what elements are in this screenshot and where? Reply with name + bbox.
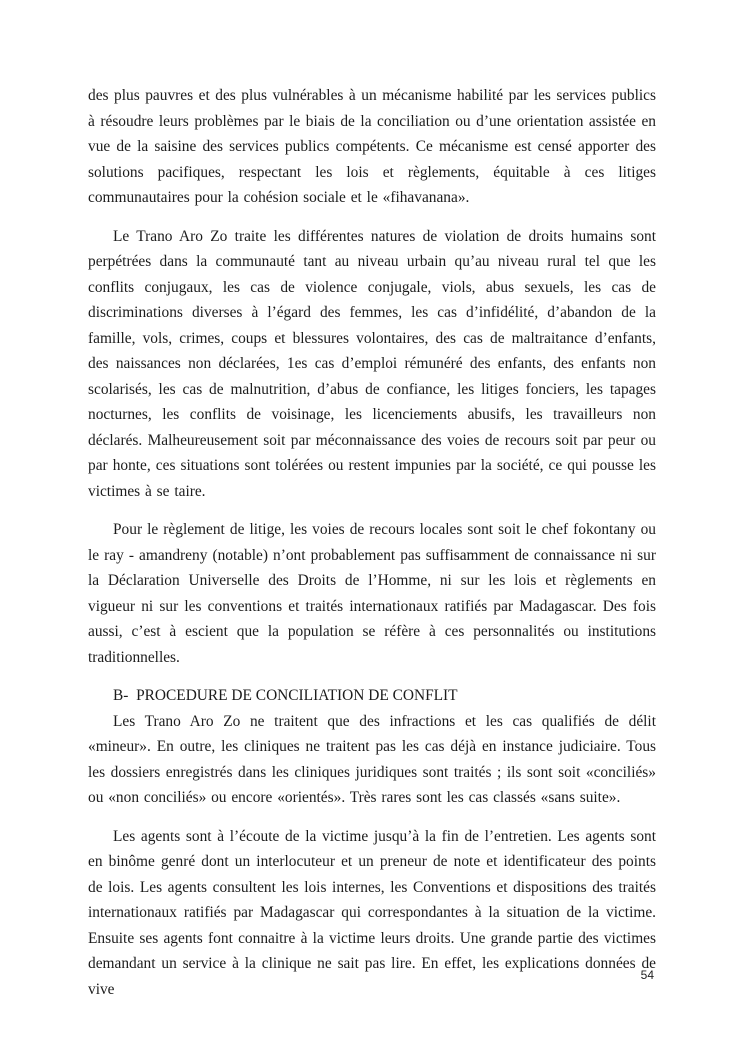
section-heading: B- PROCEDURE DE CONCILIATION DE CONFLIT (113, 687, 458, 704)
paragraph: Les agents sont à l’écoute de la victime jusqu’à la fin de l’entretien. Les agents sont en binôme genré dont un interlocuteur et un preneur de note et identificateur des points de lois. Les agents consultent les lois internes, les Conventions et dispositions des traités internationaux ratifiés par Madagascar qui correspondantes à la situation de la victime. Ensuite ses agents font connaitre à la victime leurs droits. Une grande partie des victimes demandant un service à la clinique ne sait pas lire. En effet, les explications données de vive (88, 827, 656, 998)
page-number: 54 (640, 968, 654, 982)
paragraph: Le Trano Aro Zo traite les différentes natures de violation de droits humains sont perpétrées dans la communauté tant au niveau urbain qu’au niveau rural tel que les conflits conjugaux, les cas de violence conjugale, viols, abus sexuels, les cas de discriminations diverses à l’égard des femmes, les cas d’infidélité, d’abandon de la famille, vols, crimes, coups et blessures volontaires, des cas de maltraitance d’enfants, des naissances non déclarées, 1es cas d’emploi rémunéré des enfants, des enfants non scolarisés, les cas de malnutrition, d’abus de confiance, les litiges fonciers, les tapages nocturnes, les conflits de voisinage, les licenciements abusifs, les travailleurs non déclarés. Malheureusement soit par méconnaissance des voies de recours soit par peur ou par honte, ces situations sont tolérées ou restent impunies par la société, ce qui pousse les victimes à se taire. (88, 227, 656, 500)
paragraph: des plus pauvres et des plus vulnérables à un mécanisme habilité par les services publics à résoudre leurs problèmes par le biais de la conciliation ou d’une orientation assistée en vue de la saisine des services publics compétents. Ce mécanisme est censé apporter des solutions pacifiques, respectant les lois et règlements, équitable à ces litiges communautaires pour la cohésion sociale et le «fihavanana». (88, 87, 656, 206)
paragraph: Pour le règlement de litige, les voies de recours locales sont soit le chef fokontany ou le ray - amandreny (notable) n’ont probablement pas suffisamment de connaissance ni sur la Déclaration Universelle des Droits de l’Homme, ni sur les lois et règlements en vigueur ni sur les conventions et traités internationaux ratifiés par Madagascar. Des fois aussi, c’est à escient que la population se réfère à ces personnalités ou institutions traditionnelles. (88, 521, 656, 666)
paragraph: Les Trano Aro Zo ne traitent que des infractions et les cas qualifiés de délit «mineur». En outre, les cliniques ne traitent pas les cas déjà en instance judiciaire. Tous les dossiers enregistrés dans les cliniques juridiques sont traités ; ils sont soit «conciliés» ou «non conciliés» ou encore «orientés». Très rares sont les cas classés «sans suite». (88, 712, 656, 806)
text-block (88, 83, 656, 1015)
